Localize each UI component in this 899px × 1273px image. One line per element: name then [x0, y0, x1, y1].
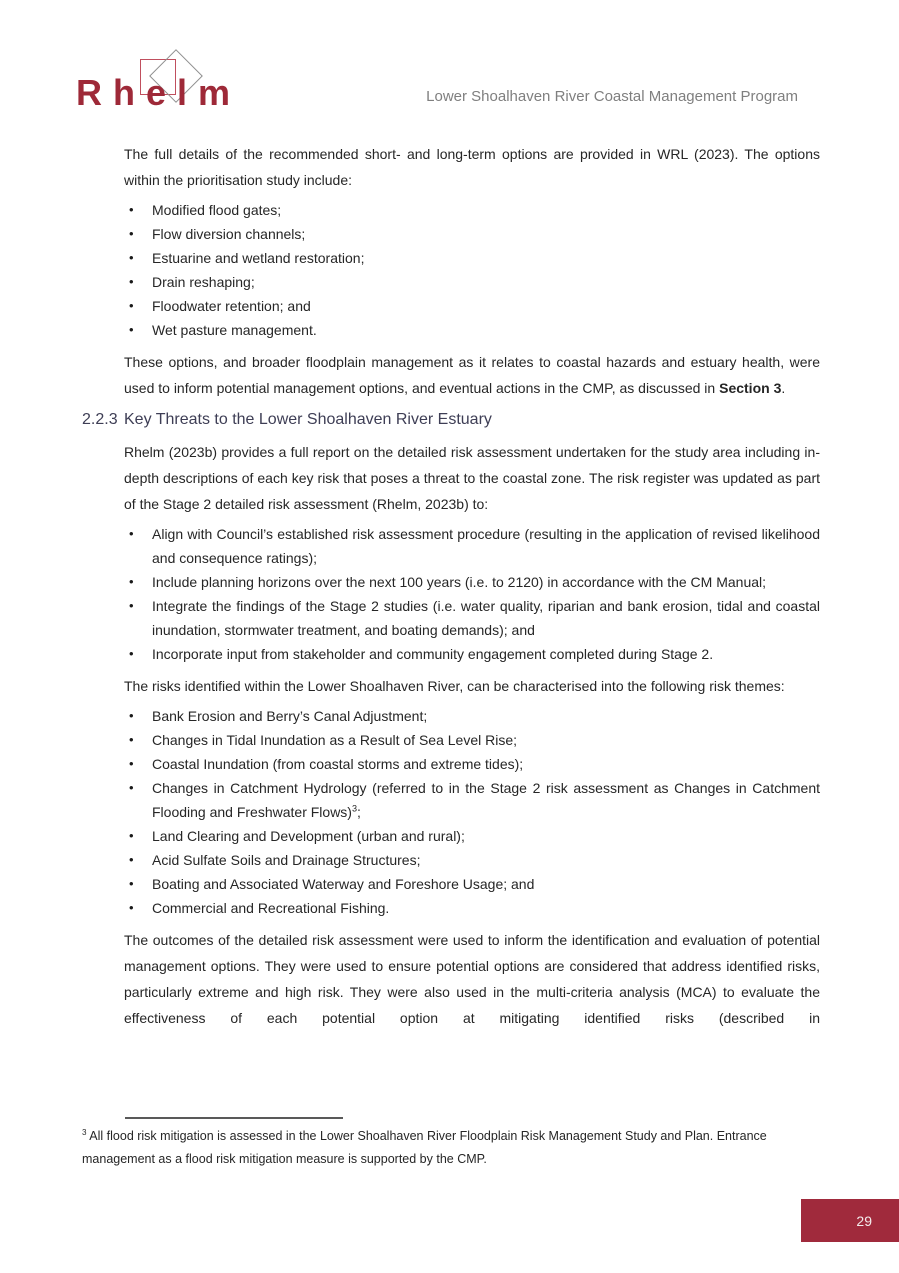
list-item — [124, 896, 820, 920]
list-item — [124, 318, 820, 342]
list-item-text: Changes in Catchment Hydrology (referred to in the Stage 2 risk assessment as Changes in Catchment Flooding and Freshwater Flows) — [152, 780, 820, 820]
paragraph-options-intro: The full details of the recommended short- and long-term options are provided in WRL (2023). The options within the prioritisation study include: — [124, 146, 820, 188]
list-item — [124, 872, 820, 896]
page-number: 29 — [856, 1212, 872, 1229]
list-item — [124, 594, 820, 642]
footnote — [82, 1125, 782, 1170]
list-item — [124, 570, 820, 594]
paragraph-text: These options, and broader floodplain management as it relates to coastal hazards and estuary health, were used to inform potential management options, and eventual actions in the CMP, as discussed in — [124, 354, 820, 396]
bullet-icon: • — [129, 202, 134, 217]
list-item-text: Wet pasture management. — [152, 322, 317, 338]
list-item — [124, 848, 820, 872]
list-item — [124, 222, 820, 246]
section-reference: Section 3 — [719, 380, 782, 396]
list-item-text: Align with Council’s established risk assessment procedure (resulting in the application of revised likelihood and consequence ratings); — [152, 526, 820, 566]
bullet-icon: • — [129, 646, 134, 661]
list-item-text: Drain reshaping; — [152, 274, 255, 290]
list-item-text: Incorporate input from stakeholder and community engagement completed during Stage 2. — [152, 646, 714, 662]
bullet-icon: • — [129, 852, 134, 867]
bullet-icon: • — [129, 876, 134, 891]
list-item — [124, 522, 820, 570]
list-item-text: Commercial and Recreational Fishing. — [152, 900, 390, 916]
list-item-text: Land Clearing and Development (urban and rural); — [152, 828, 465, 844]
list-item — [124, 198, 820, 222]
bullet-icon: • — [129, 756, 134, 771]
paragraph-risk-report: Rhelm (2023b) provides a full report on the detailed risk assessment undertaken for the study area including in-depth descriptions of each key risk that poses a threat to the coastal zone. The risk register was updated as part of the Stage 2 detailed risk assessment (Rhelm, 2023b) to: — [124, 444, 820, 512]
footnote-reference: 3 — [351, 803, 358, 814]
list-item-text: Coastal Inundation (from coastal storms and extreme tides); — [152, 756, 524, 772]
list-item — [124, 824, 820, 848]
bullet-icon: • — [129, 828, 134, 843]
list-item-text — [152, 776, 820, 824]
paragraph-risk-themes-intro: The risks identified within the Lower Shoalhaven River, can be characterised into the following risk themes: — [124, 678, 785, 694]
bullet-icon: • — [129, 250, 134, 265]
bullet-icon: • — [129, 526, 134, 541]
bullet-icon: • — [129, 274, 134, 289]
list-item-text: Changes in Tidal Inundation as a Result of Sea Level Rise; — [152, 732, 518, 748]
bullet-icon: • — [129, 322, 134, 337]
heading-number: 2.2.3 — [82, 411, 118, 428]
list-item-text: Include planning horizons over the next 100 years (i.e. to 2120) in accordance with the CM Manual; — [152, 574, 767, 590]
bullet-icon: • — [129, 732, 134, 747]
paragraph-text: . — [781, 380, 786, 396]
list-item — [124, 246, 820, 270]
list-item — [124, 776, 820, 824]
list-item-text: Modified flood gates; — [152, 202, 282, 218]
risk-update-list — [124, 522, 820, 666]
list-item-text: Acid Sulfate Soils and Drainage Structures; — [152, 852, 421, 868]
main-content — [82, 141, 820, 1036]
bullet-icon: • — [129, 900, 134, 915]
footnote-marker: 3 — [82, 1127, 87, 1137]
list-item — [124, 270, 820, 294]
list-item — [124, 642, 820, 666]
list-item-text: Floodwater retention; and — [152, 298, 311, 314]
footnote-separator — [125, 1117, 343, 1119]
list-item — [124, 728, 820, 752]
risk-themes-list — [124, 704, 820, 920]
list-item-text: Integrate the findings of the Stage 2 studies (i.e. water quality, riparian and bank erosion, tidal and coastal inundation, stormwater treatment, and boating demands); and — [152, 598, 820, 638]
paragraph-outcomes: The outcomes of the detailed risk assessment were used to inform the identification and evaluation of potential management options. They were used to ensure potential options are considered that address identified risks, particularly extreme and high risk. They were also used in the multi-criteria analysis (MCA) to evaluate the effectiveness of each potential option at mitigating identified risks (described in — [124, 932, 820, 1026]
list-item-text: Flow diversion channels; — [152, 226, 306, 242]
paragraph-cmp-link — [124, 349, 820, 401]
list-item-text: Bank Erosion and Berry’s Canal Adjustment; — [152, 708, 428, 724]
section-heading — [82, 408, 820, 432]
list-item — [124, 294, 820, 318]
bullet-icon: • — [129, 708, 134, 723]
list-item-tail: ; — [357, 804, 361, 820]
footnote-text: All flood risk mitigation is assessed in the Lower Shoalhaven River Floodplain Risk Management Study and Plan. Entrance management as a flood risk mitigation measure is supported by the CMP. — [82, 1129, 767, 1166]
options-list — [124, 198, 820, 342]
bullet-icon: • — [129, 598, 134, 613]
bullet-icon: • — [129, 298, 134, 313]
program-title: Lower Shoalhaven River Coastal Management Program — [426, 88, 798, 105]
bullet-icon: • — [129, 574, 134, 589]
logo-text: Rhelm — [76, 72, 242, 113]
rhelm-logo — [76, 40, 276, 120]
list-item — [124, 752, 820, 776]
bullet-icon: • — [129, 780, 134, 795]
heading-title: Key Threats to the Lower Shoalhaven River Estuary — [124, 411, 492, 428]
list-item-text: Estuarine and wetland restoration; — [152, 250, 365, 266]
list-item — [124, 704, 820, 728]
page-number-badge — [801, 1199, 899, 1242]
bullet-icon: • — [129, 226, 134, 241]
list-item-text: Boating and Associated Waterway and Foreshore Usage; and — [152, 876, 535, 892]
